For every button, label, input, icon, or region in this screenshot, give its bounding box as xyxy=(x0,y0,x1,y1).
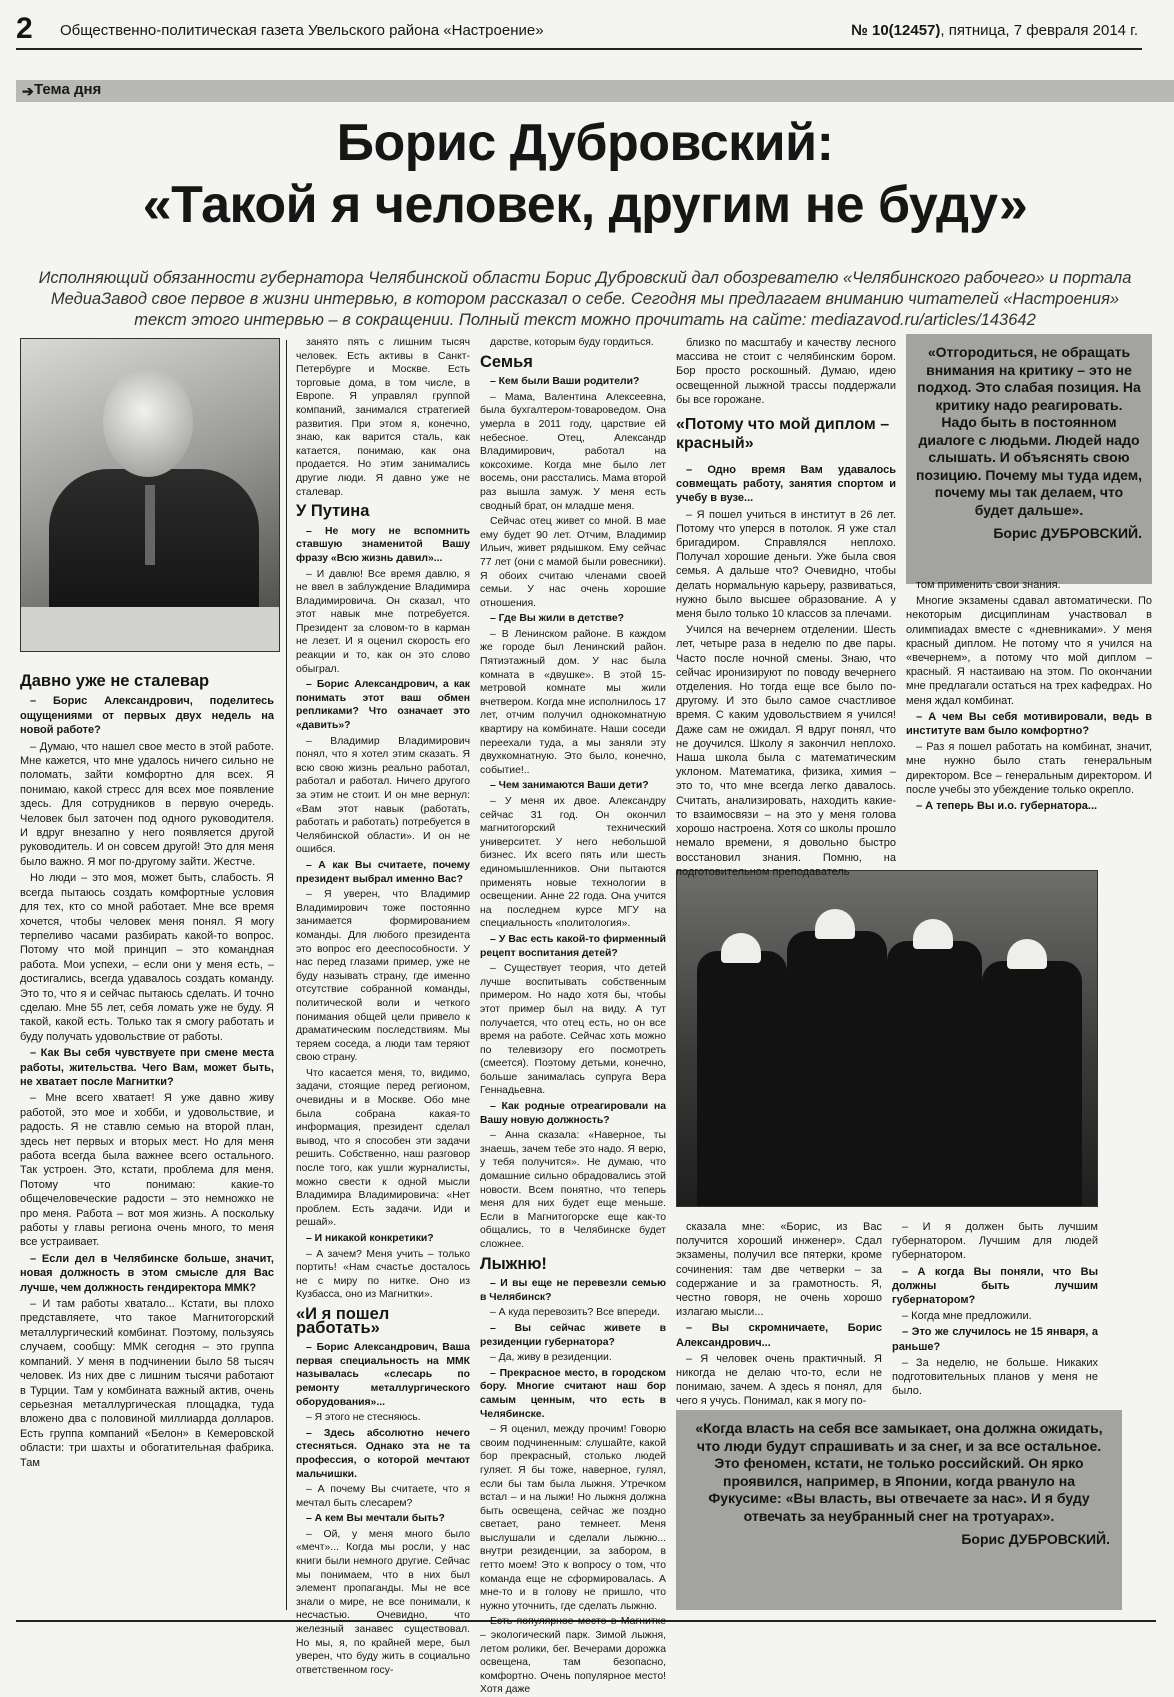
interview-question: – Борис Александрович, а как понимать этот ваш обмен репликами? Что означает это «давить»? xyxy=(296,679,470,732)
person-figure xyxy=(887,941,982,1206)
helmet-shape xyxy=(1007,939,1047,969)
interview-question: – Кем были Ваши родители? xyxy=(490,376,640,388)
issue-date: , пятница, 7 февраля 2014 г. xyxy=(940,22,1138,39)
interview-question: – Это же случилось не 15 января, а раньше? xyxy=(892,1326,1098,1353)
helmet-shape xyxy=(721,933,761,963)
interview-question: – Одно время Вам удавалось совмещать работу, занятия спортом и учебу в вузе... xyxy=(676,464,896,505)
interview-question: – Где Вы жили в детстве? xyxy=(490,613,625,625)
helmet-shape xyxy=(815,909,855,939)
group-photo xyxy=(676,870,1098,1207)
interview-answer: – У меня их двое. Александру сейчас 31 год. Он окончил магнитогорский технический университет. У него небольшой бизнес. Их всего пять или шесть единомышленников. Они пытаются применять новые технологии в освещении. Анне 22 года. Она учится на последнем курсе МГУ на специальность «политология». xyxy=(480,796,666,930)
interview-answer: занято пять с лишним тысяч человек. Есть активы в Санкт-Петербурге и Москве. Есть торговые дома, в том числе, в Европе. Я управлял группой компаний, занимался стратегией развития. При этом я, конечно, знаю, как варится сталь, как катается, понимаю, как она продается. Но этим занимались другие люди. Я давно уже не сталевар. xyxy=(296,337,470,498)
interview-question: – И никакой конкретики? xyxy=(306,1233,434,1244)
interview-answer: – Мама, Валентина Алексеевна, была бухгалтером-товароведом. Она умерла в 2011 году, царствие ей небесное. Отец, Александр Владимирович, работал на коксохиме. Когда мне было лет восемь, они расстались. Мама второй раз вышла замуж. У меня есть сводный брат, он младше меня. xyxy=(480,391,666,512)
interview-question: – Борис Александрович, Ваша первая специальность на ММК называлась «слесарь по ремонту металлургического оборудования»... xyxy=(296,1342,470,1408)
rubric-bar xyxy=(16,80,1174,102)
interview-answer: Есть популярное место в Магнитке – экологический парк. Зимой лыжня, летом ролики, бег. Вечерами дорожка освещена, там безопасно, комфортно. Очень популярное место! Хотя даже xyxy=(480,1616,666,1696)
interview-answer: Что касается меня, то, видимо, задачи, стоящие перед регионом, очевидны и в Москве. Обо мне была собрана какая-то информация, президент сделал вывод, что я способен эти задачи решить. Собственно, наш разговор после того, как ушли журналисты, можно свести к одной мысли Владимира Владимировича: «Нет проблем. Есть задачи. Иди и решай». xyxy=(296,1067,470,1229)
interview-answer: – Существует теория, что детей лучше воспитывать собственным примером. Но надо хотя бы, чтобы этот пример был на виду. А тут получается, что отец есть, но он все время на работе. Сейчас хоть можно по телевизору его посмотреть (смеется). Поэтому детьми, конечно, больше занималась супруга Вера Геннадьевна. xyxy=(480,963,666,1097)
article-column-4-main xyxy=(676,336,896,878)
portrait-photo xyxy=(20,338,280,652)
article-column-5-bottom xyxy=(892,1220,1098,1398)
section-heading: Семья xyxy=(480,352,533,371)
interview-answer: – И я должен быть лучшим губернатором. Лучшим для людей губернатором. xyxy=(892,1221,1098,1262)
person-figure xyxy=(697,951,787,1206)
article-column-4-bottom xyxy=(676,1220,882,1408)
interview-answer: – Я оценил, между прочим! Говорю своим подчиненным: слушайте, какой бор прекрасный, столько людей гуляет. Я бы тоже, наверное, гулял, если бы там была лыжня. Утречком встал – и на лыжи! Но лыжня должна быть освещена, сейчас же поздно светает, рано темнеет. Меня выслушали и сделали лыжню... внутри резиденции, за забором, в гетто моем! Это к вопросу о том, что команда еще не сформировалась. А мне-то и в голову не пришло, что нужно уточнить, где сделать лыжню. xyxy=(480,1424,666,1612)
headline-line-1: Борис Дубровский: xyxy=(336,114,834,172)
article-column-3 xyxy=(480,336,666,1696)
issue-info xyxy=(851,22,1138,39)
interview-question: – Вы сейчас живете в резиденции губернатора? xyxy=(480,1322,666,1348)
interview-question: – Здесь абсолютно нечего стесняться. Однако эта не та профессия, о которой мечтают мальчишки. xyxy=(296,1427,470,1480)
quote-signature: Борис ДУБРОВСКИЙ. xyxy=(993,525,1142,541)
person-figure xyxy=(787,931,887,1206)
interview-answer: – И давлю! Все время давлю, я не ввел в заблуждение Владимира Владимировича. Он сказал, что этот навык мне потребуется. Президент за словом-то в карман не лезет. И я оценил скорость его реакции и то, как он это слово обыграл. xyxy=(296,568,470,675)
newspaper-name: Общественно-политическая газета Увельского района «Настроение» xyxy=(60,22,544,39)
interview-answer: Учился на вечернем отделении. Шесть лет, четыре раза в неделю по две пары. Часто после ночной смены. Знаю, что сейчас иронизируют по поводу вечернего отделения. Но тогда еще все было по-другому. И это было самое счастливое время. С каким удовольствием я учился! Даже сам не ожидал. Я вдруг понял, что не доучился. Школу я закончил неплохо. Наша школа была с математическим уклоном. Математика, физика, химия – это то, что мне всегда легко давалось. Считать, анализировать, находить какие-то взаимосвязи – на это у меня голова хорошо настроена. Хотя со школы прошло немало времени, я довольно быстро восстановил знания. Помню, на подготовительном преподаватель xyxy=(676,624,896,878)
interview-answer: Сейчас отец живет со мной. В мае ему будет 90 лет. Отчим, Владимир Ильич, живет рядышком. Ему сейчас 77 лет (они с мамой были ровесники). Я обоих считаю членами своей семьи. У нас очень хорошие отношения. xyxy=(480,516,666,609)
section-heading: «И я пошел работать» xyxy=(296,1304,390,1337)
rubric-text: Тема дня xyxy=(34,81,102,98)
article-column-2 xyxy=(296,336,470,1676)
helmet-shape xyxy=(913,919,953,949)
interview-answer: – За неделю, не больше. Никаких подготовительных планов у меня не было. xyxy=(892,1356,1098,1398)
tie-shape xyxy=(145,485,155,565)
column-divider xyxy=(286,340,287,1610)
interview-question: – Если дел в Челябинске больше, значит, новая должность в этом смысле для Вас лучше, чем должность гендиректора ММК? xyxy=(20,1252,274,1294)
interview-answer: – Анна сказала: «Наверное, ты знаешь, зачем тебе это надо. Я верю, у тебя получится». Не думаю, что домашние сильно обрадовались этой новости. Всем понятно, что теперь меня для них будет еще меньше. Если в Магнитогорске еще как-то общались, то в Челябинске будет сложнее. xyxy=(480,1130,666,1250)
quote-signature: Борис ДУБРОВСКИЙ. xyxy=(961,1531,1110,1547)
headline-line-2: «Такой я человек, другим не буду» xyxy=(142,176,1028,234)
interview-question: – Прекрасное место, в городском бору. Многие считают наш бор самым ценным, что есть в Челябинске. xyxy=(480,1367,666,1420)
interview-answer: – А почему Вы считаете, что я мечтал быть слесарем? xyxy=(296,1484,470,1509)
interview-question: – У Вас есть какой-то фирменный рецепт воспитания детей? xyxy=(480,933,666,959)
rubric-label xyxy=(18,81,101,98)
interview-answer: том применить свои знания. xyxy=(916,579,1061,591)
quote-box-top xyxy=(906,334,1152,584)
interview-answer: – Я этого не стесняюсь. xyxy=(306,1412,421,1424)
interview-answer: – Ой, у меня много было «мечт»... Когда мы росли, у нас книги были немного другие. Сейчас мы понимаем, что в них был элемент пропаганды. Мы не все знали о мире, не все понимали, к несчастью. Очевидно, что железный занавес существовал. Но мы, я, по крайней мере, был уверен, что буду жить в социально ответственном госу- xyxy=(296,1528,470,1676)
section-heading: Давно уже не сталевар xyxy=(20,672,210,690)
interview-answer: сказала мне: «Борис, из Вас получится хороший инженер». Сдал экзамены, получил все пятерки, кроме сочинения: там две четверки – за содержание и за грамотность. Я, честно говоря, не очень хорошо излагаю мысли... xyxy=(676,1221,882,1319)
desk-shape xyxy=(21,607,279,651)
headline xyxy=(40,112,1130,236)
section-subhead: «Потому что мой диплом – красный» xyxy=(676,416,890,453)
interview-question: – И вы еще не перевезли семью в Челябинск? xyxy=(480,1278,666,1303)
interview-question: – Чем занимаются Ваши дети? xyxy=(490,780,649,792)
interview-answer: – Мне всего хватает! Я уже давно живу работой, это мое и хобби, и удовольствие, и радость. Я не ставлю семью на второй план, здесь нет первых и вторых мест. Но для меня работа всегда была важнее всего остального. Так устроен. Это, кстати, проблема для меня. Потому что понимаю: какие-то общечеловеческие радости – это немножко не про меня. Работа – вот моя жизнь. А поскольку работы у главы региона очень много, то меня все устраивает. xyxy=(20,1092,274,1249)
interview-answer: Но люди – это моя, может быть, слабость. Я всегда пытаюсь создать комфортные условия для тех, кто со мной работает. Мне все время хочется, чтобы человек меня понял. Я могу терпеливо часами разбирать какой-то вопрос. Потому что мой принцип – это командная работа. Мои успехи, – если они у меня есть, – достигались, всегда удавалось создать команду. Это то, что я и сейчас пытаюсь сделать. И точно сделаю. Мне 55 лет, себя ломать уже не буду. Я такой, какой есть. Только так я смогу работать и буду получать удовольствие от работы. xyxy=(20,872,274,1043)
quote-text: «Отгородиться, не обращать внимания на критику – это не подход. Это слабая позиция. На критику надо реагировать. Надо быть в постоянном диалоге с людьми. Людей надо слышать. И объяснять свою позицию. Почему мы туда идем, почему мы так делаем, что будет дальше». xyxy=(916,344,1142,518)
arrow-icon: ➔ xyxy=(22,83,34,99)
quote-box-bottom xyxy=(676,1410,1122,1610)
interview-question: – А кем Вы мечтали быть? xyxy=(306,1513,445,1525)
interview-answer: дарстве, которым буду гордиться. xyxy=(490,337,654,348)
issue-number: № 10(12457) xyxy=(851,22,941,39)
masthead xyxy=(16,12,1142,50)
section-heading: У Путина xyxy=(296,502,370,521)
interview-answer: – Я человек очень практичный. Я никогда не делаю что-то, если не понимаю, зачем. А здесь я понял, для чего я учусь. Понимал, как я могу по- xyxy=(676,1352,882,1408)
head-shape xyxy=(103,367,193,477)
interview-answer: – Думаю, что нашел свое место в этой работе. Мне кажется, что мне удалось ничего сильно не поломать, зайти комфортно для всех. Я понимаю, какой стресс для всех мое появление здесь. Для сотрудников в первую очередь. Человек был заточен под одного руководителя. И вдруг внезапно у него появляется другой руководитель. И он совсем другой! Это для меня было важно. Я мог по-другому зайти. Жестче. xyxy=(20,740,274,868)
interview-answer: – А зачем? Меня учить – только портить! «Нам счастье досталось не с миру по нитке. Оно из Кузбасса, оно из Магнитки». xyxy=(296,1248,470,1301)
interview-question: – Не могу не вспомнить ставшую знаменитой Вашу фразу «Всю жизнь давил»... xyxy=(296,525,470,564)
article-column-1 xyxy=(20,668,274,1613)
interview-question: – Как Вы себя чувствуете при смене места работы, жительства. Чего Вам, может быть, не хватает после Магнитки? xyxy=(20,1047,274,1088)
interview-question: – А как Вы считаете, почему президент выбрал именно Вас? xyxy=(296,859,470,885)
interview-answer: Многие экзамены сдавал автоматически. По некоторым дисциплинам участвовал в олимпиадах вместе с «дневниками». У меня красный диплом. Не потому что я учился на «вечернем», а потому что мой диплом – красный. Я настаиваю на этом. По окончании мне предлагали остаться на трех кафедрах. Но меня ждал комбинат. xyxy=(906,595,1152,707)
section-heading: Лыжню! xyxy=(480,1254,547,1273)
interview-answer: – Да, живу в резиденции. xyxy=(490,1352,612,1364)
interview-answer: – И там работы хватало... Кстати, вы плохо представляете, что такое Магнитогорский металлургический комбинат. Поэтому, пользуясь случаем, сообщу: ММК сегодня – это группа компаний. У меня в подчинении было 58 тысяч человек. Из них две с лишним тысячи работают в Турции. Там у комбината важный актив, очень серьезная металлургическая площадка, туда вложено два с половиной миллиарда долларов. Есть группа компаний «Белон» в Кемеровской области: три шахты и обогатительная фабрика. Там xyxy=(20,1298,274,1469)
interview-answer: – Когда мне предложили. xyxy=(902,1310,1032,1323)
lead-paragraph: Исполняющий обязанности губернатора Челябинской области Борис Дубровский дал обозревателю «Челябинского рабочего» и портала МедиаЗавод свое первое в жизни интервью, в котором рассказал о себе. Сегодня мы предлагаем вниманию читателей «Настроения» текст этого интервью – в сокращении. Полный текст можно прочитать на сайте: mediazavod.ru/articles/143642 xyxy=(38,269,1132,329)
person-figure xyxy=(982,961,1082,1206)
interview-question: – А теперь Вы и.о. губернатора... xyxy=(916,800,1098,813)
interview-answer: – Раз я пошел работать на комбинат, значит, мне нужно было стать генеральным директором. Все – генеральным директором. И после учебы это убеждение только окрепло. xyxy=(906,741,1152,796)
interview-question: – Как родные отреагировали на Вашу новую должность? xyxy=(480,1101,666,1126)
interview-question: – А чем Вы себя мотивировали, ведь в институте вам было комфортно? xyxy=(906,710,1152,738)
interview-answer: – В Ленинском районе. В каждом же городе был Ленинский район. Пятиэтажный дом. У нас была комната в «двушке». В этой 15-метровой комнате мы жили вчетвером. Когда мне исполнилось 17 лет, отчим получил однокомнатную квартиру на комбинате. Наши соседи переехали туда, а мы заняли эту двухкомнатную. Это было, конечно, событие!.. xyxy=(480,628,666,776)
page-number: 2 xyxy=(16,12,33,45)
quote-text: «Когда власть на себя все замыкает, она должна ожидать, что люди будут спрашивать и за снег, и за все остальное. Это феномен, кстати, не только российский. Он ярко проявился, например, в Японии, когда рвануло на Фукусиме: «Вы власть, вы отвечаете за нас». И я буду отвечать за неубранный снег на тротуарах». xyxy=(695,1420,1103,1524)
interview-question: – Вы скромничаете, Борис Александрович... xyxy=(676,1322,882,1349)
interview-answer: – Владимир Владимирович понял, что я хотел этим сказать. Я всю свою жизнь реально работал, работал и работал. Ничего другого за этим не стоит. И он мне вернул: «Вам этот навык (работать, работать и работать) потребуется в Челябинской области». И он не ошибся. xyxy=(296,735,470,856)
interview-question: – Борис Александрович, поделитесь ощущениями от первых двух недель на новой работе? xyxy=(20,695,274,737)
interview-question: – А когда Вы поняли, что Вы должны быть лучшим губернатором? xyxy=(892,1265,1098,1307)
interview-answer: – Я уверен, что Владимир Владимирович тоже постоянно занимается формированием команды. Для любого президента это вопрос его дееспособности. У нас перед глазами пример, уже не буду называть страну, где именно отсутствие собранной команды, политической воли и четкого понимания общей цели привело к драматическим последствиям. Мы теряем соседа, а люди там теряют свою страну. xyxy=(296,889,470,1064)
interview-answer: близко по масштабу и качеству лесного массива не стоит с челябинским бором. Бор просто роскошный. Думаю, идею освещенной лыжной трассы поддержали бы все горожане. xyxy=(676,337,896,406)
article-column-5 xyxy=(906,578,1152,858)
interview-answer: – А куда перевозить? Все впереди. xyxy=(490,1307,660,1319)
interview-answer: – Я пошел учиться в институт в 26 лет. Потому что уперся в потолок. Я уже стал бригадиром. Справлялся неплохо. Получал хорошие деньги. Уже была своя семья. А дальше что? Очевидно, чтобы делать нормальную карьеру, развиваться, нужно было высшее образование. А у меня было только 10 классов за плечами. xyxy=(676,508,896,621)
